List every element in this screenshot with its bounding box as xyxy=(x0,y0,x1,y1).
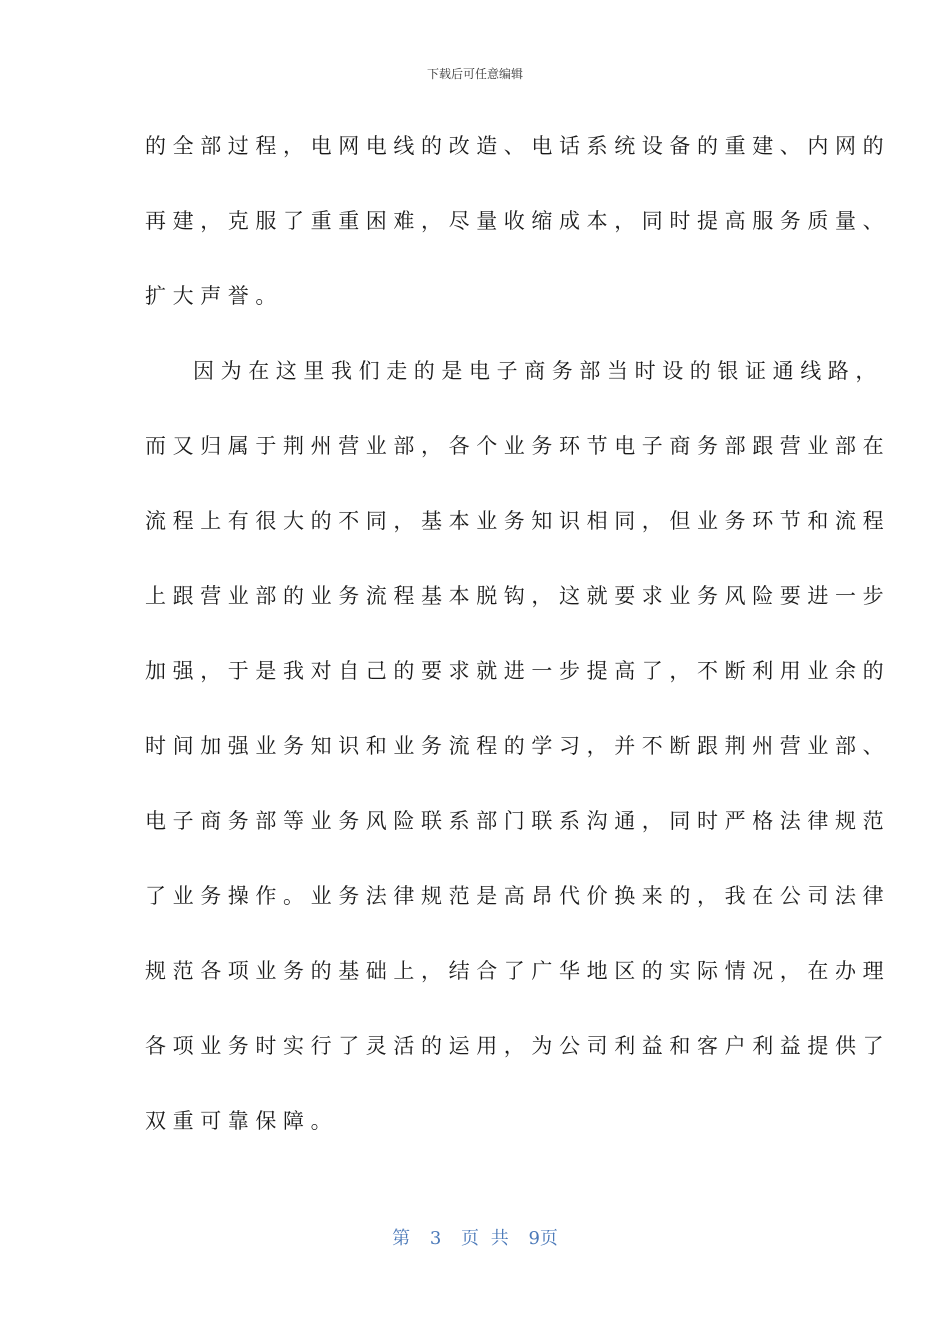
paragraph-line: 时间加强业务知识和业务流程的学习，并不断跟荆州营业部、 xyxy=(145,734,891,758)
paragraph-line: 上跟营业部的业务流程基本脱钩，这就要求业务风险要进一步 xyxy=(145,584,891,608)
paragraph-line: 规范各项业务的基础上，结合了广华地区的实际情况，在办理 xyxy=(145,959,891,983)
page-label-prefix: 第 xyxy=(392,1228,411,1249)
page-number-footer xyxy=(0,1226,950,1252)
paragraph-2 xyxy=(145,348,891,1173)
paragraph-1 xyxy=(145,123,891,348)
page-header: 下载后可任意编辑 xyxy=(426,67,523,81)
document-body xyxy=(145,123,891,1173)
paragraph-line: 各项业务时实行了灵活的运用，为公司利益和客户利益提供了 xyxy=(145,1034,891,1058)
paragraph-line: 而又归属于荆州营业部，各个业务环节电子商务部跟营业部在 xyxy=(145,434,891,458)
paragraph-line: 流程上有很大的不同，基本业务知识相同，但业务环节和流程 xyxy=(145,509,891,533)
paragraph-line: 再建，克服了重重困难，尽量收缩成本，同时提高服务质量、 xyxy=(145,209,891,233)
total-pages: 9页 xyxy=(528,1228,558,1249)
paragraph-line: 因为在这里我们走的是电子商务部当时设的银证通线路， xyxy=(193,359,883,383)
current-page-number: 3 xyxy=(429,1228,442,1249)
paragraph-line: 加强，于是我对自己的要求就进一步提高了，不断利用业余的 xyxy=(145,659,891,683)
paragraph-line: 双重可靠保障。 xyxy=(145,1109,339,1133)
paragraph-line: 扩大声誉。 xyxy=(145,284,283,308)
page-label-middle: 页 共 xyxy=(461,1228,509,1249)
paragraph-line: 的全部过程，电网电线的改造、电话系统设备的重建、内网的 xyxy=(145,134,891,158)
paragraph-line: 电子商务部等业务风险联系部门联系沟通，同时严格法律规范 xyxy=(145,809,891,833)
paragraph-line: 了业务操作。业务法律规范是高昂代价换来的，我在公司法律 xyxy=(145,884,891,908)
